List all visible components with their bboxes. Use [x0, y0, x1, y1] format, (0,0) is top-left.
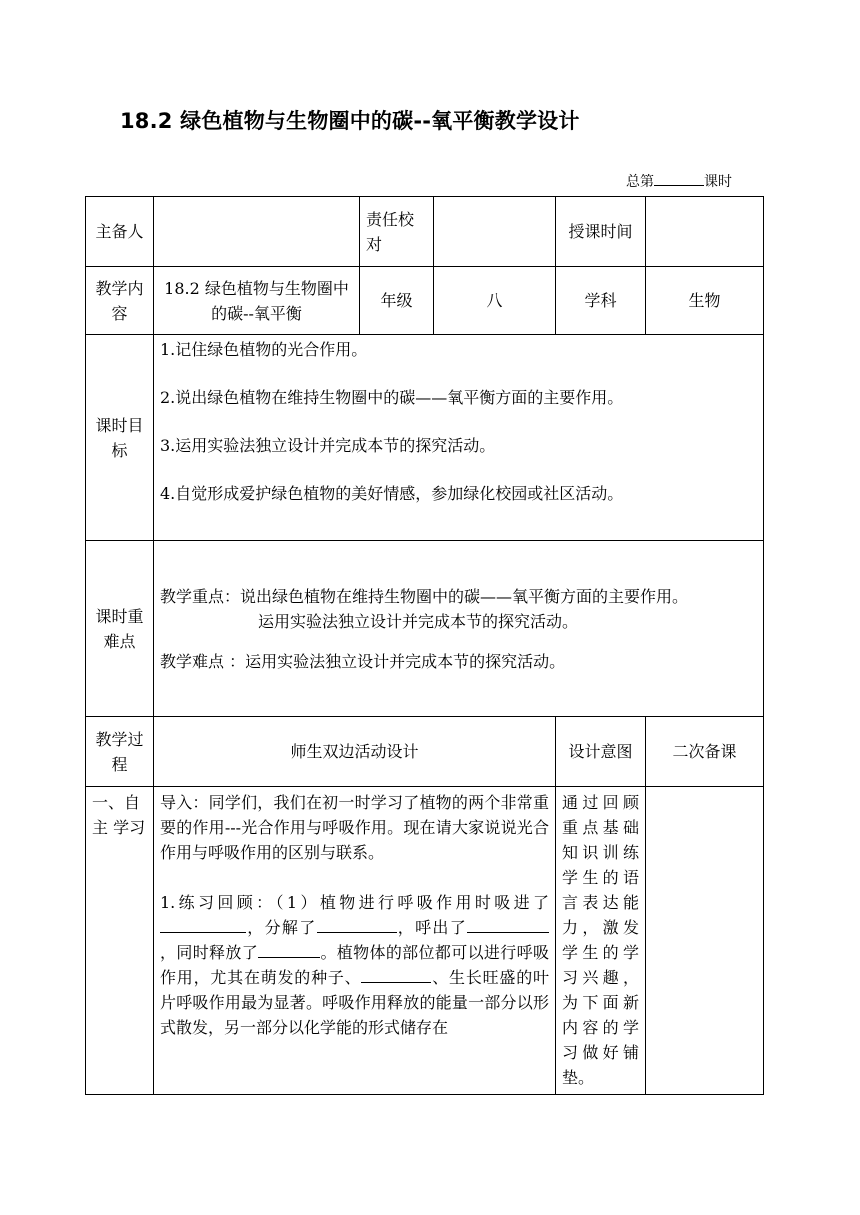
- process-header: 教学过程: [86, 717, 154, 787]
- lead-teacher-label: 主备人: [86, 197, 154, 267]
- lead-teacher-value[interactable]: [154, 197, 360, 267]
- keypoints-label: 课时重难点: [86, 541, 154, 717]
- exercise-part: 。植物体的部位都可以进行呼吸作用，尤其在萌发的种子、: [160, 943, 549, 987]
- answer-blank[interactable]: [160, 916, 246, 933]
- goal-item: 2.说出绿色植物在维持生物圈中的碳——氧平衡方面的主要作用。: [160, 388, 624, 407]
- proofreader-label: 责任校对: [360, 197, 434, 267]
- goal-item: 1.记住绿色植物的光合作用。: [160, 340, 368, 359]
- table-row: [86, 197, 764, 267]
- exercise-part: ，分解了: [246, 918, 317, 937]
- grade-label: 年级: [360, 267, 434, 335]
- exercise-part: ，同时释放了: [160, 943, 259, 962]
- key-point-text: 教学重点：说出绿色植物在维持生物圈中的碳——氧平衡方面的主要作用。: [160, 586, 689, 606]
- answer-blank[interactable]: [467, 916, 549, 933]
- table-row: [86, 787, 764, 1095]
- table-row: [86, 541, 764, 717]
- goals-cell: [154, 335, 764, 541]
- subject-value: 生物: [646, 267, 764, 335]
- exercise-part: 、生长旺盛的叶片呼吸作用最为显著。呼吸作用释放的能量一部分以形式散发，另一部分以化学能的形式储存在: [160, 968, 549, 1037]
- answer-blank[interactable]: [361, 966, 431, 983]
- lesson-counter-suffix: 课时: [704, 174, 732, 190]
- class-time-value[interactable]: [646, 197, 764, 267]
- grade-value: 八: [434, 267, 556, 335]
- answer-blank[interactable]: [317, 916, 397, 933]
- intent-header: 设计意图: [556, 717, 646, 787]
- lesson-counter-blank[interactable]: [654, 173, 704, 186]
- second-prep-cell[interactable]: [646, 787, 764, 1095]
- activity-cell: [154, 787, 556, 1095]
- section-label: 一、自主 学习: [86, 787, 154, 1095]
- answer-blank[interactable]: [258, 941, 320, 958]
- exercise-part: ，呼出了: [396, 918, 467, 937]
- exercise-part: 1.练习回顾：（1）植物进行呼吸作用时吸进了: [160, 893, 549, 912]
- activity-header: 师生双边活动设计: [154, 717, 556, 787]
- lesson-plan-table: [85, 196, 764, 1095]
- goal-item: 4.自觉形成爱护绿色植物的美好情感，参加绿化校园或社区活动。: [160, 484, 624, 503]
- key-point-text-2: 运用实验法独立设计并完成本节的探究活动。: [258, 611, 579, 631]
- difficult-point-text: 教学难点 ：运用实验法独立设计并完成本节的探究活动。: [160, 651, 566, 671]
- keypoints-cell: [154, 541, 764, 717]
- content-label: 教学内容: [86, 267, 154, 335]
- page-title: 18.2 绿色植物与生物圈中的碳--氧平衡教学设计: [120, 109, 580, 133]
- table-row: [86, 335, 764, 541]
- table-row: [86, 717, 764, 787]
- table-row: [86, 267, 764, 335]
- second-prep-header: 二次备课: [646, 717, 764, 787]
- lesson-counter-prefix: 总第: [626, 174, 654, 190]
- content-value: 18.2 绿色植物与生物圈中的碳--氧平衡: [154, 267, 360, 335]
- subject-label: 学科: [556, 267, 646, 335]
- intent-cell: 通过回顾重点基础知识训练学生的语言表达能力，激发学生的学习兴趣，为下面新内容的学习做好铺垫。: [556, 787, 646, 1095]
- goal-item: 3.运用实验法独立设计并完成本节的探究活动。: [160, 436, 496, 455]
- exercise-text: [160, 890, 549, 1040]
- proofreader-value[interactable]: [434, 197, 556, 267]
- class-time-label: 授课时间: [556, 197, 646, 267]
- goals-label: 课时目标: [86, 335, 154, 541]
- lesson-counter: [626, 171, 732, 191]
- intro-text: 导入：同学们，我们在初一时学习了植物的两个非常重要的作用---光合作用与呼吸作用。现在请大家说说光合作用与呼吸作用的区别与联系。: [160, 793, 549, 862]
